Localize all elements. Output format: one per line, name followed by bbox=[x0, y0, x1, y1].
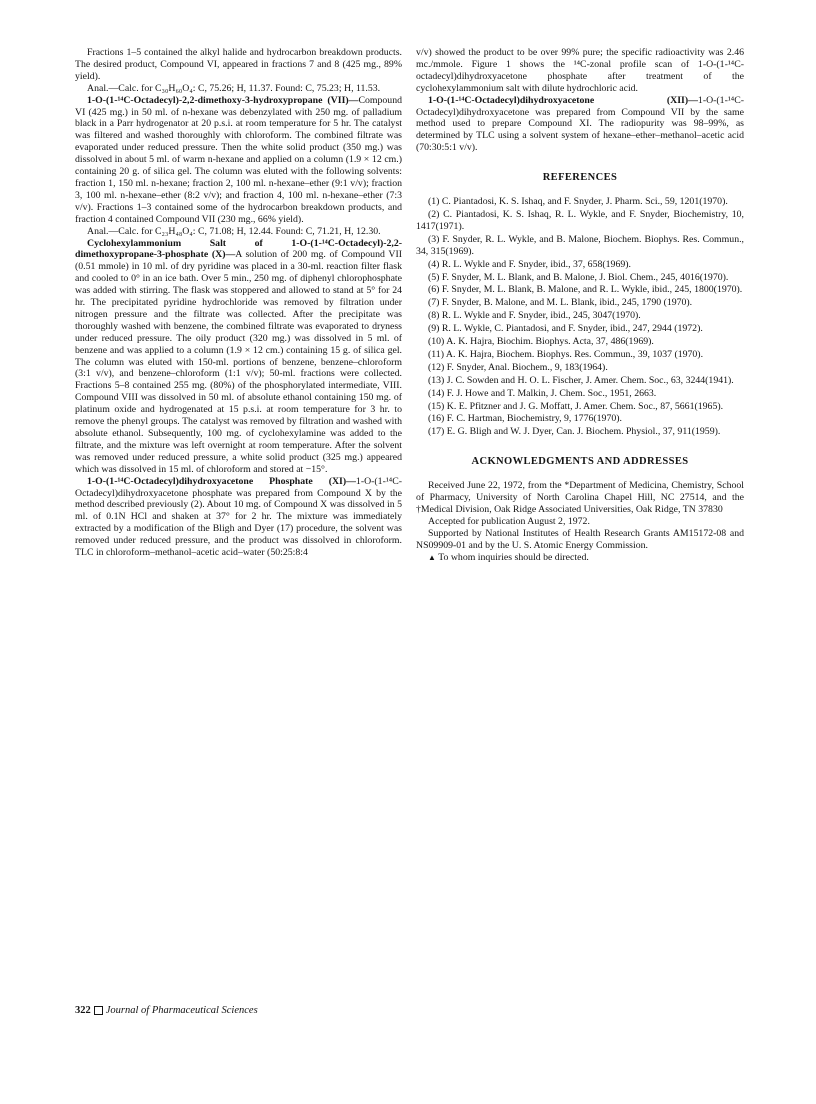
ack-received: Received June 22, 1972, from the *Department of Medicina, Chemistry, School of Pharmacy, University of North Carolina Chapel Hill, NC 27514, and the †Medical Division, Oak Ridge Associated Universities, Oak Ridge, TN 37830 bbox=[416, 480, 744, 515]
reference-item: (8) R. L. Wykle and F. Snyder, ibid., 245, 3047(1970). bbox=[428, 310, 641, 322]
ack-support: Supported by National Institutes of Health Research Grants AM15172-08 and NS09909-01 and by the U. S. Atomic Energy Commission. bbox=[416, 527, 744, 551]
acknowledgments-heading: ACKNOWLEDGMENTS AND ADDRESSES bbox=[471, 456, 689, 468]
square-box-icon bbox=[94, 1006, 103, 1015]
ack-inquiries-text: To whom inquiries should be directed. bbox=[438, 551, 589, 563]
reference-item: (5) F. Snyder, M. L. Blank, and B. Malone, J. Biol. Chem., 245, 4016(1970). bbox=[428, 271, 729, 283]
reference-item: (15) K. E. Pfitzner and J. G. Moffatt, J. Amer. Chem. Soc., 87, 5661(1965). bbox=[428, 400, 724, 412]
heading-compound-xi: 1-O-(1-¹⁴C-Octadecyl)dihydroxyacetone Phosphate (XI)— bbox=[87, 475, 356, 487]
reference-item: (13) J. C. Sowden and H. O. L. Fischer, J. Amer. Chem. Soc., 63, 3244(1941). bbox=[428, 374, 734, 386]
paragraph-analysis-vii: Anal.—Calc. for C₂₃H₄₈O₄: C, 71.08; H, 12.44. Found: C, 71.21, H, 12.30. bbox=[87, 225, 381, 237]
left-column bbox=[75, 47, 402, 559]
page-footer bbox=[75, 1005, 258, 1016]
heading-compound-xii: 1-O-(1-¹⁴C-Octadecyl)dihydroxyacetone (XII)— bbox=[428, 94, 698, 106]
page-number: 322 bbox=[75, 1005, 91, 1016]
body-compound-x: A solution of 200 mg. of Compound VII (0.51 mmole) in 10 ml. of dry pyridine was placed in a 30-ml. reaction filter flask and cooled to 0° in an ice bath. Over 5 min., 250 mg. of diphenyl chlorophosphate was added with stirring. The flask was stoppered and allowed to stand at 5° for 24 hr. The precipitated pyridine hydrochloride was removed by filtration under nitrogen pressure and the filtrate was collected. After the precipitate was thoroughly washed with benzene, the combined filtrate was evaporated to dryness under reduced pressure. The oily product (320 mg.) was dissolved in 5 ml. of benzene and was applied to a column (1.9 × 12 cm.) containing 15 g. of silica gel. The column was eluted with 150-ml. portions of benzene, benzene–chloroform (3:1 v/v), and benzene–chloroform (1:1 v/v); 50-ml. fractions were collected. Fractions 5–8 contained 255 mg. (80%) of the phosphorylated intermediate, VIII. Compound VIII was dissolved in 50 ml. of absolute ethanol containing 150 mg. of platinum oxide and hydrogenated at 15 p.s.i. at room temperature for 3 hr. to remove the phenyl groups. The catalyst was removed by filtration and washed with absolute ethanol. Subsequently, 100 mg. of cyclohexylamine was added to the filtrate, and the mixture was left overnight at room temperature. After the solvent was removed under reduced pressure, a white solid product (325 mg.) appeared which was dissolved in 15 ml. of chloroform and stored at −15°. bbox=[75, 249, 402, 475]
body-compound-vii: Compound VI (425 mg.) in 50 ml. of n-hexane was debenzylated with 250 mg. of palladium black in a Parr hydrogenator at 20 p.s.i. at room temperature for 5 hr. The catalyst was filtered and washed thoroughly with chloroform. The combined filtrate was evaporated under reduced pressure. Then the white solid product (350 mg.) was dissolved in about 5 ml. of warm n-hexane and applied on a column (1.9 × 12 cm.) containing 20 g. of silica gel. The column was eluted with the following solvents: fraction 1, 150 ml. n-hexane; fraction 2, 100 ml. n-hexane–ether (9:1 v/v); fraction 3, 100 ml. n-hexane–ether (8:2 v/v); and fraction 4, 100 ml. n-hexane–ether (7:3 v/v). Fractions 1–3 contained some of the hydrocarbon breakdown products, and fraction 4 contained Compound VII (230 mg., 66% yield). bbox=[75, 94, 402, 225]
paragraph-compound-xii bbox=[416, 95, 744, 155]
reference-item: (17) E. G. Bligh and W. J. Dyer, Can. J. Biochem. Physiol., 37, 911(1959). bbox=[428, 426, 721, 438]
reference-item: (2) C. Piantadosi, K. S. Ishaq, R. L. Wykle, and F. Snyder, Biochemistry, 10, 1417(1971). bbox=[416, 208, 744, 232]
reference-item: (12) F. Snyder, Anal. Biochem., 9, 183(1964). bbox=[428, 361, 608, 373]
references-heading: REFERENCES bbox=[542, 172, 618, 184]
reference-item: (7) F. Snyder, B. Malone, and M. L. Blank, ibid., 245, 1790 (1970). bbox=[428, 297, 693, 309]
ack-accepted: Accepted for publication August 2, 1972. bbox=[428, 515, 590, 527]
journal-title: Journal of Pharmaceutical Sciences bbox=[105, 1005, 258, 1016]
paragraph-continuation: v/v) showed the product to be over 99% pure; the specific radioactivity was 2.46 mc./mmole. Figure 1 shows the ¹⁴C-zonal profile scan of 1-O-(1-¹⁴C-octadecyl)dihydroxyacetone phosphate after treatment of the cyclohexylammonium salt with dilute hydrochloric acid. bbox=[416, 47, 744, 94]
triangle-marker-icon: ▲ bbox=[428, 552, 436, 562]
paragraph-compound-xi bbox=[75, 476, 402, 559]
right-column bbox=[416, 47, 744, 564]
reference-item: (14) F. J. Howe and T. Malkin, J. Chem. Soc., 1951, 2663. bbox=[428, 387, 657, 399]
reference-item: (6) F. Snyder, M. L. Blank, B. Malone, and R. L. Wykle, ibid., 245, 1800(1970). bbox=[428, 284, 743, 296]
heading-compound-vii: 1-O-(1-¹⁴C-Octadecyl)-2,2-dimethoxy-3-hydroxypropane (VII)— bbox=[87, 94, 359, 106]
reference-item: (4) R. L. Wykle and F. Snyder, ibid., 37, 658(1969). bbox=[428, 258, 631, 270]
paragraph-compound-vii bbox=[75, 95, 402, 226]
reference-item: (9) R. L. Wykle, C. Piantadosi, and F. Snyder, ibid., 247, 2944 (1972). bbox=[428, 323, 703, 335]
body-compound-xi: 1-O-(1-¹⁴C-Octadecyl)dihydroxyacetone phosphate was prepared from Compound X by the method described previously (2). About 10 mg. of Compound X was dissolved in 5 ml. of 0.1N HCl and shaken at 37° for 2 hr. The mixture was immediately extracted by a modification of the Bligh and Dyer (17) procedure, the solvent was removed under reduced pressure, and the product was dissolved in chloroform. TLC in chloroform–methanol–acetic acid–water (50:25:8:4 bbox=[75, 475, 402, 559]
paragraph-analysis-vi: Anal.—Calc. for C₃₀H₆₀O₄: C, 75.26; H, 11.37. Found: C, 75.23; H, 11.53. bbox=[87, 82, 381, 94]
paragraph-compound-x bbox=[75, 238, 402, 476]
reference-item: (10) A. K. Hajra, Biochim. Biophys. Acta, 37, 486(1969). bbox=[428, 336, 654, 348]
ack-inquiries bbox=[416, 552, 744, 564]
reference-item: (11) A. K. Hajra, Biochem. Biophys. Res. Commun., 39, 1037 (1970). bbox=[428, 348, 704, 360]
paragraph-fractions: Fractions 1–5 contained the alkyl halide and hydrocarbon breakdown products. The desired product, Compound VI, appeared in fractions 7 and 8 (425 mg., 89% yield). bbox=[75, 47, 402, 82]
body-compound-xii: 1-O-(1-¹⁴C-Octadecyl)dihydroxyacetone was prepared from Compound VII by the same method used to prepare Compound XI. The radiopurity was 98–99%, as determined by TLC using a solvent system of hexane–ether–methanol–acetic acid (70:30:5:1 v/v). bbox=[416, 94, 744, 154]
reference-item: (1) C. Piantadosi, K. S. Ishaq, and F. Snyder, J. Pharm. Sci., 59, 1201(1970). bbox=[428, 196, 728, 208]
reference-item: (16) F. C. Hartman, Biochemistry, 9, 1776(1970). bbox=[428, 413, 622, 425]
reference-item: (3) F. Snyder, R. L. Wykle, and B. Malone, Biochem. Biophys. Res. Commun., 34, 315(1969). bbox=[416, 233, 744, 257]
heading-compound-x: Cyclohexylammonium Salt of 1-O-(1-¹⁴C-Octadecyl)-2,2-dimethoxypropane-3-phosphate (X)— bbox=[75, 237, 402, 261]
reference-list bbox=[416, 196, 744, 438]
